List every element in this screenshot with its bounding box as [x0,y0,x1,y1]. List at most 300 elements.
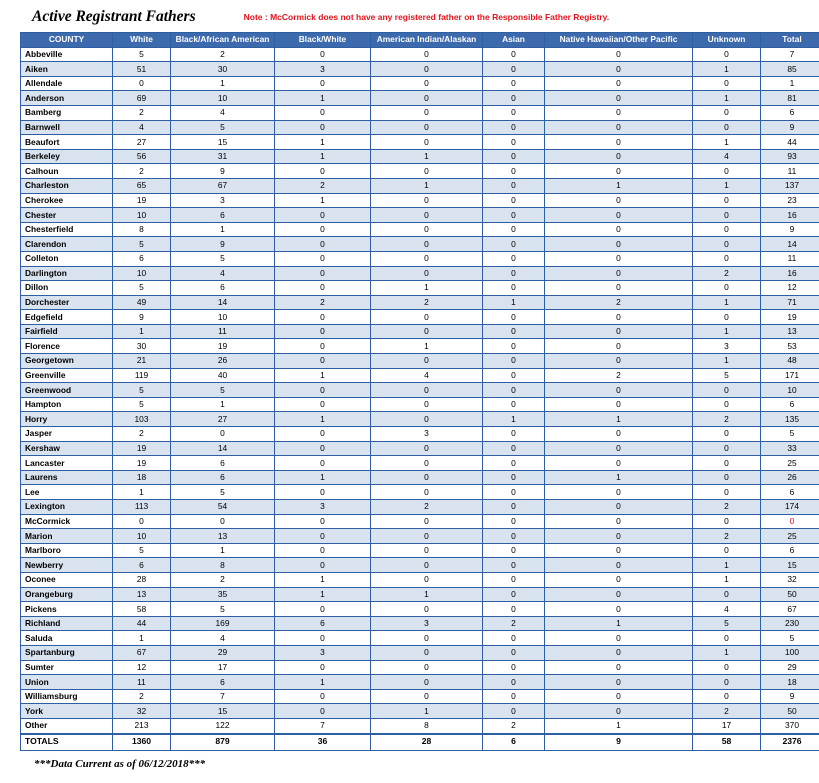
cell-value: 1 [545,616,693,631]
cell-value: 171 [761,368,819,383]
cell-value: 0 [693,470,761,485]
table-row [21,91,819,106]
cell-value: 0 [275,354,371,369]
cell-county: Saluda [21,631,113,646]
cell-county: Greenville [21,368,113,383]
cell-value: 0 [483,602,545,617]
cell-value: 10 [113,266,171,281]
cell-value: 0 [483,149,545,164]
cell-value: 0 [545,456,693,471]
cell-value: 0 [545,339,693,354]
cell-value: 7 [761,47,819,62]
cell-value: 0 [275,237,371,252]
cell-value: 1 [275,193,371,208]
cell-value: 0 [483,704,545,719]
cell-value: 0 [761,514,819,529]
cell-value: 0 [545,514,693,529]
cell-value: 169 [171,616,275,631]
cell-value: 7 [275,718,371,733]
cell-value: 2 [693,266,761,281]
cell-value: 6 [761,105,819,120]
page-title: Active Registrant Fathers [32,8,196,25]
cell-value: 30 [113,339,171,354]
cell-value: 0 [483,281,545,296]
cell-value: 100 [761,645,819,660]
cell-county: Jasper [21,427,113,442]
cell-value: 13 [171,529,275,544]
cell-value: 0 [545,208,693,223]
cell-value: 0 [693,427,761,442]
cell-value: 0 [545,602,693,617]
table-row [21,368,819,383]
table-row [21,529,819,544]
cell-value: 0 [545,500,693,515]
cell-value: 0 [275,339,371,354]
cell-value: 0 [545,543,693,558]
table-row [21,587,819,602]
cell-county: Marion [21,529,113,544]
column-header-black-white: Black/White [275,33,371,48]
cell-county: Laurens [21,470,113,485]
cell-value: 2 [483,616,545,631]
cell-value: 10 [761,383,819,398]
cell-value: 9 [171,164,275,179]
cell-value: 0 [693,208,761,223]
cell-value: 53 [761,339,819,354]
cell-value: 0 [483,675,545,690]
table-row [21,572,819,587]
cell-value: 6 [171,675,275,690]
cell-value: 0 [275,266,371,281]
cell-value: 0 [545,62,693,77]
cell-value: 1 [113,324,171,339]
cell-value: 50 [761,704,819,719]
cell-value: 0 [693,310,761,325]
cell-value: 0 [371,602,483,617]
cell-county: Berkeley [21,149,113,164]
cell-value: 0 [693,631,761,646]
cell-value: 0 [275,120,371,135]
cell-value: 0 [113,514,171,529]
cell-county: Clarendon [21,237,113,252]
cell-value: 5 [693,368,761,383]
cell-value: 9 [113,310,171,325]
cell-value: 1 [371,178,483,193]
cell-value: 0 [483,529,545,544]
cell-value: 0 [275,514,371,529]
cell-value: 0 [275,76,371,91]
table-row [21,237,819,252]
cell-value: 1 [171,222,275,237]
cell-value: 1 [113,631,171,646]
cell-value: 26 [171,354,275,369]
cell-county: Beaufort [21,135,113,150]
cell-value: 0 [545,485,693,500]
cell-value: 1 [693,135,761,150]
cell-value: 25 [761,456,819,471]
cell-value: 0 [693,397,761,412]
cell-value: 6 [761,485,819,500]
cell-value: 71 [761,295,819,310]
cell-value: 3 [693,339,761,354]
table-row [21,251,819,266]
cell-value: 3 [275,500,371,515]
cell-value: 0 [545,193,693,208]
cell-county: Aiken [21,62,113,77]
cell-value: 1 [693,645,761,660]
cell-value: 6 [761,397,819,412]
table-row [21,441,819,456]
cell-value: 2 [275,295,371,310]
cell-value: 44 [113,616,171,631]
cell-county: Calhoun [21,164,113,179]
table-row [21,470,819,485]
cell-value: 1 [371,149,483,164]
cell-value: 0 [275,485,371,500]
cell-value: 2 [693,500,761,515]
cell-value: 0 [545,135,693,150]
table-row [21,616,819,631]
cell-value: 16 [761,266,819,281]
cell-value: 54 [171,500,275,515]
cell-totals-value: 9 [545,734,693,751]
cell-value: 15 [171,704,275,719]
table-row [21,675,819,690]
cell-value: 0 [693,441,761,456]
cell-value: 1 [483,412,545,427]
table-row [21,485,819,500]
table-row [21,281,819,296]
table-row [21,383,819,398]
table-row [21,602,819,617]
cell-value: 0 [371,470,483,485]
cell-value: 1 [693,178,761,193]
cell-value: 1 [545,470,693,485]
cell-value: 3 [275,62,371,77]
cell-value: 0 [545,645,693,660]
cell-value: 69 [113,91,171,106]
cell-value: 0 [371,251,483,266]
cell-county: Spartanburg [21,645,113,660]
table-header [21,33,819,48]
cell-value: 0 [371,47,483,62]
cell-value: 0 [483,631,545,646]
cell-value: 67 [761,602,819,617]
cell-value: 5 [171,251,275,266]
cell-value: 0 [371,689,483,704]
column-header-county: COUNTY [21,33,113,48]
cell-value: 14 [171,295,275,310]
table-row [21,500,819,515]
registrant-table [20,32,819,751]
cell-value: 5 [171,602,275,617]
cell-value: 1 [171,397,275,412]
cell-value: 0 [483,441,545,456]
cell-totals-value: 58 [693,734,761,751]
cell-value: 0 [171,427,275,442]
cell-value: 0 [693,76,761,91]
cell-value: 11 [761,164,819,179]
cell-value: 113 [113,500,171,515]
cell-value: 2 [371,295,483,310]
cell-value: 0 [483,543,545,558]
cell-value: 28 [113,572,171,587]
cell-value: 0 [545,427,693,442]
cell-county: Lee [21,485,113,500]
cell-value: 19 [113,193,171,208]
cell-value: 11 [171,324,275,339]
cell-value: 12 [761,281,819,296]
cell-value: 0 [545,529,693,544]
cell-value: 1 [171,543,275,558]
cell-value: 0 [545,441,693,456]
cell-value: 19 [171,339,275,354]
cell-value: 0 [545,105,693,120]
cell-value: 0 [693,675,761,690]
cell-value: 122 [171,718,275,733]
cell-value: 0 [545,558,693,573]
cell-value: 51 [113,62,171,77]
cell-value: 0 [371,543,483,558]
table-row [21,62,819,77]
cell-value: 1 [275,135,371,150]
cell-value: 2 [171,572,275,587]
cell-value: 0 [693,105,761,120]
cell-value: 9 [171,237,275,252]
cell-value: 0 [371,383,483,398]
cell-value: 213 [113,718,171,733]
cell-value: 0 [275,704,371,719]
cell-value: 0 [545,310,693,325]
cell-value: 3 [371,616,483,631]
cell-value: 0 [113,76,171,91]
cell-value: 1 [275,572,371,587]
cell-value: 8 [171,558,275,573]
cell-county: Dillon [21,281,113,296]
cell-value: 0 [371,456,483,471]
cell-value: 0 [483,222,545,237]
cell-value: 0 [483,572,545,587]
cell-value: 1 [545,178,693,193]
cell-county: Greenwood [21,383,113,398]
cell-county: Edgefield [21,310,113,325]
table-row [21,558,819,573]
cell-value: 13 [761,324,819,339]
cell-totals-value: 879 [171,734,275,751]
cell-value: 1 [113,485,171,500]
table-row [21,266,819,281]
table-row [21,47,819,62]
cell-value: 32 [113,704,171,719]
cell-value: 1 [275,412,371,427]
cell-value: 0 [483,105,545,120]
table-row [21,704,819,719]
cell-value: 6 [171,281,275,296]
cell-value: 5 [761,631,819,646]
cell-value: 9 [761,689,819,704]
table-row [21,295,819,310]
cell-value: 1 [545,412,693,427]
cell-value: 3 [371,427,483,442]
cell-value: 19 [113,456,171,471]
table-row [21,178,819,193]
table-row [21,310,819,325]
cell-value: 5 [693,616,761,631]
cell-value: 0 [371,310,483,325]
cell-value: 13 [113,587,171,602]
cell-value: 19 [761,310,819,325]
column-header-native-hawaiian-other-pacific: Native Hawaiian/Other Pacific [545,33,693,48]
cell-value: 0 [483,660,545,675]
cell-value: 0 [275,602,371,617]
cell-value: 0 [275,689,371,704]
cell-totals-value: 1360 [113,734,171,751]
cell-value: 1 [371,587,483,602]
column-header-american-indian-alaskan: American Indian/Alaskan [371,33,483,48]
cell-value: 0 [275,543,371,558]
cell-county: York [21,704,113,719]
cell-value: 11 [113,675,171,690]
cell-county: Florence [21,339,113,354]
cell-value: 0 [275,441,371,456]
cell-value: 0 [483,164,545,179]
cell-value: 0 [545,631,693,646]
cell-value: 5 [113,397,171,412]
cell-value: 0 [483,120,545,135]
cell-value: 2 [275,178,371,193]
cell-value: 1 [693,558,761,573]
cell-value: 0 [545,222,693,237]
cell-value: 0 [545,675,693,690]
table-row [21,105,819,120]
cell-value: 0 [483,397,545,412]
table-row [21,120,819,135]
cell-totals-value: 36 [275,734,371,751]
cell-value: 18 [113,470,171,485]
table-row [21,412,819,427]
cell-value: 33 [761,441,819,456]
cell-value: 0 [371,135,483,150]
cell-value: 67 [113,645,171,660]
cell-value: 3 [275,645,371,660]
cell-value: 2 [113,427,171,442]
cell-value: 1 [693,572,761,587]
cell-value: 0 [545,572,693,587]
cell-value: 1 [275,675,371,690]
cell-value: 0 [545,91,693,106]
table-row [21,660,819,675]
cell-value: 0 [371,164,483,179]
cell-value: 0 [545,237,693,252]
cell-value: 14 [761,237,819,252]
cell-county: Other [21,718,113,733]
cell-value: 1 [171,76,275,91]
cell-value: 0 [371,558,483,573]
cell-value: 119 [113,368,171,383]
cell-value: 0 [483,76,545,91]
cell-value: 0 [371,412,483,427]
cell-value: 0 [275,47,371,62]
cell-value: 0 [693,543,761,558]
cell-value: 0 [371,572,483,587]
cell-value: 0 [545,120,693,135]
cell-value: 2 [371,500,483,515]
cell-value: 49 [113,295,171,310]
cell-value: 0 [483,645,545,660]
cell-value: 0 [371,208,483,223]
cell-value: 17 [693,718,761,733]
cell-county: Orangeburg [21,587,113,602]
cell-value: 6 [171,208,275,223]
cell-value: 0 [483,135,545,150]
cell-value: 0 [371,485,483,500]
cell-county: Chester [21,208,113,223]
cell-value: 2 [171,47,275,62]
table-row [21,222,819,237]
cell-value: 0 [693,514,761,529]
cell-value: 0 [275,456,371,471]
cell-value: 7 [171,689,275,704]
cell-value: 2 [113,164,171,179]
cell-value: 1 [371,704,483,719]
cell-value: 0 [483,266,545,281]
cell-value: 0 [371,193,483,208]
cell-value: 9 [761,120,819,135]
cell-totals-value: 6 [483,734,545,751]
cell-value: 32 [761,572,819,587]
cell-county: Georgetown [21,354,113,369]
cell-county: Kershaw [21,441,113,456]
cell-value: 3 [171,193,275,208]
cell-value: 0 [545,660,693,675]
cell-value: 4 [693,602,761,617]
cell-county: Dorchester [21,295,113,310]
cell-value: 2 [113,105,171,120]
cell-value: 0 [483,62,545,77]
cell-value: 0 [483,251,545,266]
cell-value: 27 [113,135,171,150]
cell-value: 16 [761,208,819,223]
cell-value: 0 [693,120,761,135]
cell-value: 0 [545,354,693,369]
cell-value: 0 [693,164,761,179]
cell-value: 0 [483,368,545,383]
cell-county: Chesterfield [21,222,113,237]
cell-value: 6 [171,470,275,485]
cell-value: 1 [693,91,761,106]
cell-value: 0 [371,441,483,456]
cell-value: 10 [113,529,171,544]
cell-value: 0 [483,310,545,325]
cell-value: 2 [545,368,693,383]
cell-value: 0 [483,208,545,223]
cell-county: Cherokee [21,193,113,208]
table-row [21,645,819,660]
cell-value: 0 [275,631,371,646]
cell-value: 0 [483,558,545,573]
cell-value: 35 [171,587,275,602]
column-header-unknown: Unknown [693,33,761,48]
cell-value: 1 [371,339,483,354]
cell-value: 0 [371,105,483,120]
cell-value: 230 [761,616,819,631]
cell-value: 0 [371,237,483,252]
cell-value: 4 [171,105,275,120]
cell-totals-value: 28 [371,734,483,751]
cell-value: 93 [761,149,819,164]
cell-value: 65 [113,178,171,193]
cell-value: 0 [171,514,275,529]
